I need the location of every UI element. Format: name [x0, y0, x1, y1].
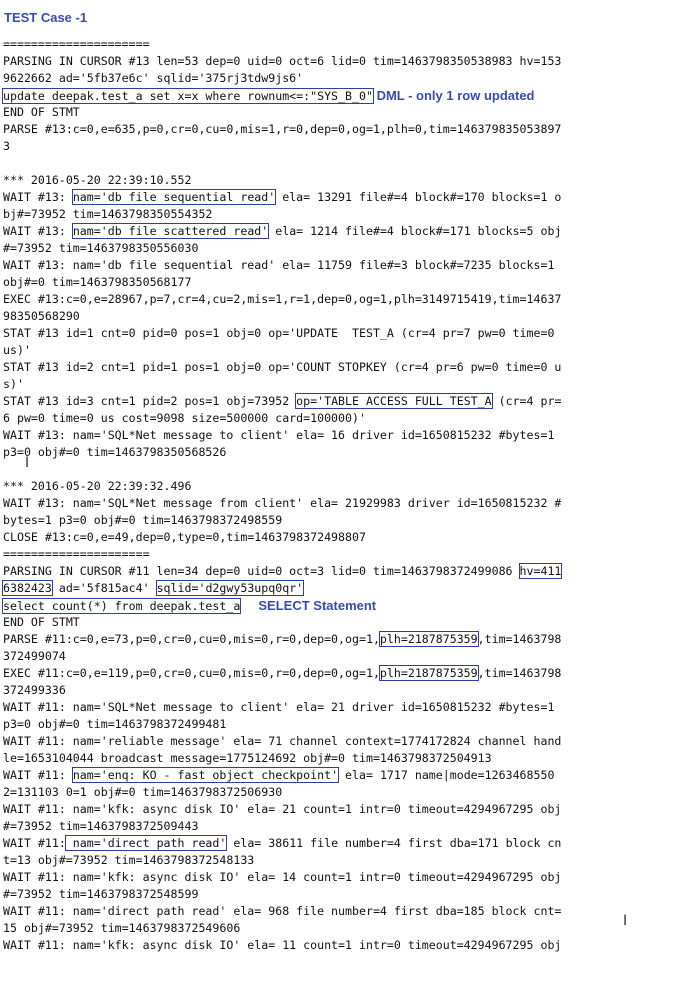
trace-line: 98350568290 [3, 309, 80, 323]
trace-line: #=73952 tim=1463798372548599 [3, 887, 199, 901]
trace-line: p3=0 obj#=0 tim=1463798350568526 [3, 445, 227, 459]
trace-line [3, 87, 679, 104]
trace-line: WAIT #11: nam='enq: KO - fast object checkpoint' ela= 1717 name|mode=1263468550 [3, 768, 555, 782]
trace-line: WAIT #11: nam='kfk: async disk IO' ela= 14 count=1 intr=0 timeout=4294967295 obj [3, 870, 562, 884]
trace-line: s)' [3, 377, 24, 391]
highlight-box: hv=411 [519, 564, 562, 578]
trace-line: WAIT #11: nam='direct path read' ela= 38611 file number=4 first dba=171 block cn [3, 836, 562, 850]
trace-line: p3=0 obj#=0 tim=1463798372499481 [3, 717, 227, 731]
highlight-box: sqlid='d2gwy53upq0qr' [156, 581, 304, 595]
trace-line: 6382423 ad='5f815ac4' sqlid='d2gwy53upq0qr' [3, 581, 304, 595]
trace-line [3, 155, 679, 172]
trace-line: END OF STMT [3, 615, 80, 629]
trace-line: #=73952 tim=1463798372509443 [3, 819, 199, 833]
trace-line: ===================== [3, 37, 150, 51]
highlight-box: select count(*) from deepak.test_a [3, 599, 241, 613]
trace-line: 9622662 ad='5fb37e6c' sqlid='375rj3tdw9js6' [3, 71, 304, 85]
highlight-box: update deepak.test_a set x=x where rownum<=:"SYS_B_0" [3, 89, 373, 103]
highlight-box: nam='db file sequential read' [72, 190, 276, 204]
trace-line: WAIT #13: nam='db file sequential read' ela= 11759 file#=3 block#=7235 blocks=1 [3, 258, 555, 272]
trace-line: le=1653104044 broadcast message=1775124692 obj#=0 tim=1463798372504913 [3, 751, 492, 765]
trace-line: WAIT #11: nam='reliable message' ela= 71 channel context=1774172824 channel hand [3, 734, 562, 748]
trace-line: STAT #13 id=1 cnt=0 pid=0 pos=1 obj=0 op='UPDATE TEST_A (cr=4 pr=7 pw=0 time=0 [3, 326, 555, 340]
trace-line: END OF STMT [3, 105, 80, 119]
trace-line: STAT #13 id=3 cnt=1 pid=2 pos=1 obj=73952 op='TABLE ACCESS FULL TEST_A (cr=4 pr= [3, 394, 562, 408]
trace-listing [3, 36, 679, 952]
trace-line: #=73952 tim=1463798350556030 [3, 241, 199, 255]
trace-line: bj#=73952 tim=1463798350554352 [3, 207, 213, 221]
text-cursor-icon: I [623, 913, 628, 929]
trace-line: PARSING IN CURSOR #13 len=53 dep=0 uid=0 oct=6 lid=0 tim=1463798350538983 hv=153 [3, 54, 562, 68]
annotation-note: SELECT Statement [240, 598, 377, 613]
trace-line: bytes=1 p3=0 obj#=0 tim=1463798372498559 [3, 513, 283, 527]
trace-line: WAIT #11: nam='direct path read' ela= 968 file number=4 first dba=185 block cnt= [3, 904, 562, 918]
trace-line: 15 obj#=73952 tim=1463798372549606 [3, 921, 241, 935]
highlight-box: nam='db file scattered read' [72, 224, 269, 238]
trace-line [3, 597, 679, 614]
trace-line: *** 2016-05-20 22:39:10.552 [3, 173, 192, 187]
page-heading: TEST Case -1 [4, 10, 88, 25]
trace-line: 6 pw=0 time=0 us cost=9098 size=500000 card=100000)' [3, 411, 366, 425]
trace-line: PARSE #11:c=0,e=73,p=0,cr=0,cu=0,mis=0,r=0,dep=0,og=1,plh=2187875359,tim=1463798 [3, 632, 562, 646]
trace-line: WAIT #13: nam='db file sequential read' ela= 13291 file#=4 block#=170 blocks=1 o [3, 190, 562, 204]
trace-line: *** 2016-05-20 22:39:32.496 [3, 479, 192, 493]
highlight-box: nam='direct path read' [65, 836, 227, 850]
trace-line: WAIT #13: nam='db file scattered read' ela= 1214 file#=4 block#=171 blocks=5 obj [3, 224, 562, 238]
trace-line: STAT #13 id=2 cnt=1 pid=1 pos=1 obj=0 op='COUNT STOPKEY (cr=4 pr=6 pw=0 time=0 u [3, 360, 562, 374]
trace-line: obj#=0 tim=1463798350568177 [3, 275, 192, 289]
highlight-box: plh=2187875359 [379, 632, 478, 646]
trace-line [3, 461, 679, 478]
trace-line: PARSE #13:c=0,e=635,p=0,cr=0,cu=0,mis=1,r=0,dep=0,og=1,plh=0,tim=146379835053897 [3, 122, 562, 136]
annotation-note: DML - only 1 row updated [372, 88, 535, 103]
trace-line: WAIT #13: nam='SQL*Net message from client' ela= 21929983 driver id=1650815232 # [3, 496, 562, 510]
trace-line: us)' [3, 343, 31, 357]
trace-line: CLOSE #13:c=0,e=49,dep=0,type=0,tim=1463798372498807 [3, 530, 366, 544]
highlight-box: 6382423 [3, 581, 52, 595]
trace-line: 2=131103 0=1 obj#=0 tim=1463798372506930 [3, 785, 283, 799]
trace-line: PARSING IN CURSOR #11 len=34 dep=0 uid=0 oct=3 lid=0 tim=1463798372499086 hv=411 [3, 564, 562, 578]
text-cursor-icon: I [25, 455, 30, 471]
trace-line: t=13 obj#=73952 tim=1463798372548133 [3, 853, 255, 867]
highlight-box: op='TABLE ACCESS FULL TEST_A [296, 394, 492, 408]
trace-line: ===================== [3, 547, 150, 561]
trace-line: WAIT #11: nam='kfk: async disk IO' ela= 11 count=1 intr=0 timeout=4294967295 obj [3, 938, 562, 952]
trace-line: 3 [3, 139, 10, 153]
trace-line: 372499074 [3, 649, 66, 663]
trace-line: 372499336 [3, 683, 66, 697]
trace-line: EXEC #13:c=0,e=28967,p=7,cr=4,cu=2,mis=1,r=1,dep=0,og=1,plh=3149715419,tim=14637 [3, 292, 562, 306]
trace-line: WAIT #11: nam='kfk: async disk IO' ela= 21 count=1 intr=0 timeout=4294967295 obj [3, 802, 562, 816]
trace-line: EXEC #11:c=0,e=119,p=0,cr=0,cu=0,mis=0,r=0,dep=0,og=1,plh=2187875359,tim=1463798 [3, 666, 562, 680]
highlight-box: nam='enq: KO - fast object checkpoint' [72, 768, 339, 782]
trace-line: WAIT #11: nam='SQL*Net message to client' ela= 21 driver id=1650815232 #bytes=1 [3, 700, 555, 714]
highlight-box: plh=2187875359 [379, 666, 478, 680]
trace-line: WAIT #13: nam='SQL*Net message to client' ela= 16 driver id=1650815232 #bytes=1 [3, 428, 555, 442]
